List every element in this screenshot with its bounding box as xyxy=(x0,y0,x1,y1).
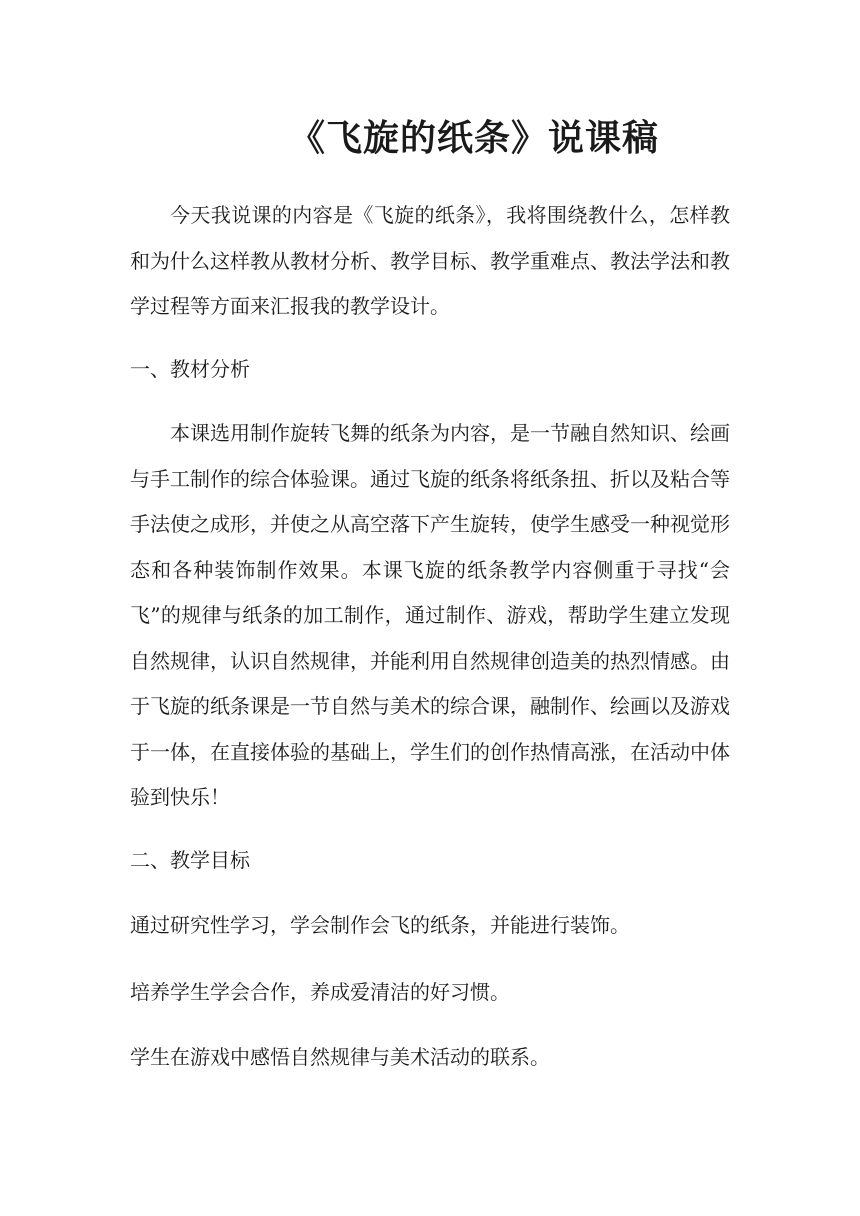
intro-paragraph: 今天我说课的内容是《飞旋的纸条》，我将围绕教什么，怎样教和为什么这样教从教材分析、教学目标、教学重难点、教法学法和教学过程等方面来汇报我的教学设计。 xyxy=(130,203,730,318)
teaching-goal-item: 学生在游戏中感悟自然规律与美术活动的联系。 xyxy=(130,1045,550,1069)
document-title: 《飞旋的纸条》说课稿 xyxy=(288,117,659,159)
teaching-goal-item: 培养学生学会合作，养成爱清洁的好习惯。 xyxy=(130,980,510,1004)
textbook-analysis-paragraph: 本课选用制作旋转飞舞的纸条为内容，是一节融自然知识、绘画与手工制作的综合体验课。通过飞旋的纸条将纸条扭、折以及粘合等手法使之成形，并使之从高空落下产生旋转，使学生感受一种视觉形态和各种装饰制作效果。本课飞旋的纸条教学内容侧重于寻找“会飞”的规律与纸条的加工制作，通过制作、游戏，帮助学生建立发现自然规律，认识自然规律，并能利用自然规律创造美的热烈情感。由于飞旋的纸条课是一节自然与美术的综合课，融制作、绘画以及游戏于一体，在直接体验的基础上，学生们的创作热情高涨，在活动中体验到快乐！ xyxy=(130,421,730,809)
teaching-goal-item: 通过研究性学习，学会制作会飞的纸条，并能进行装饰。 xyxy=(130,913,630,937)
section-heading-textbook-analysis: 一、教材分析 xyxy=(130,357,250,381)
section-heading-teaching-goals: 二、教学目标 xyxy=(130,848,250,872)
